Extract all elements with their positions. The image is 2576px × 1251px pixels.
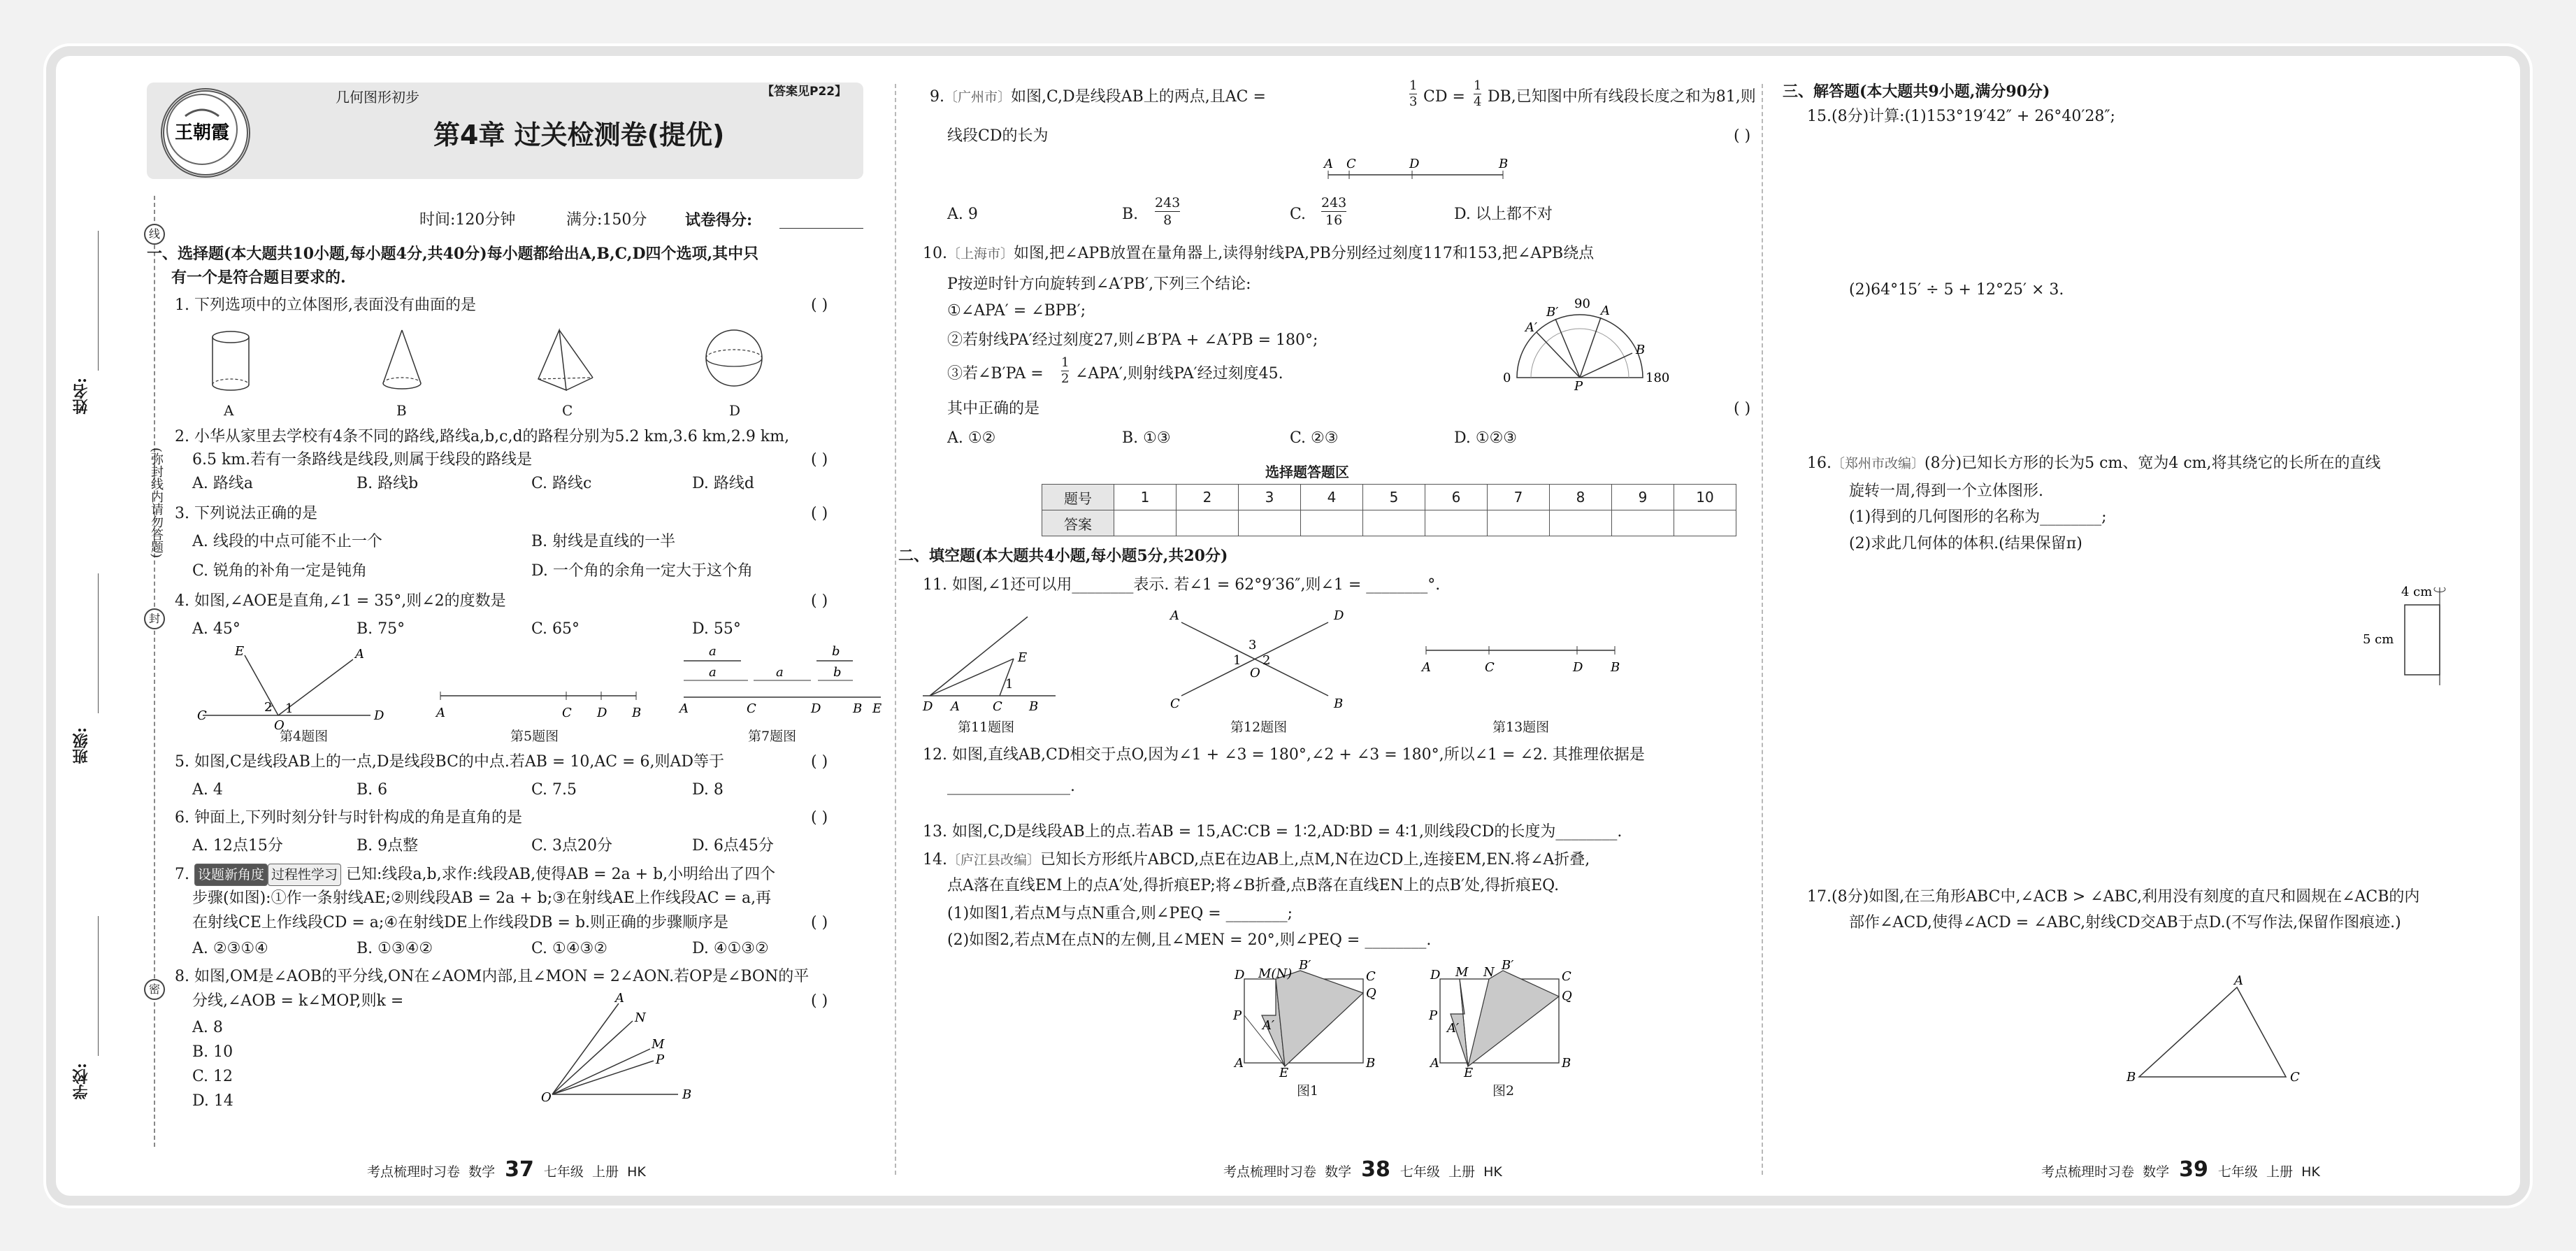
q10-stem: 如图,把∠APB放置在量角器上,读得射线PA,PB分别经过刻度117和153,把∠APB绕点 <box>1014 245 1595 262</box>
publisher-logo <box>161 88 250 178</box>
q3-option-b: B. 射线是直线的一半 <box>531 533 676 550</box>
svg-text:b: b <box>832 644 840 659</box>
q8-stem: 8. 如图,OM是∠AOB的平分线,ON在∠AOM内部,且∠MON = 2∠AON.若OP是∠BON的平 <box>175 968 810 985</box>
frac-num: 1 <box>1409 78 1418 93</box>
svg-text:a: a <box>709 665 717 680</box>
q16-source: 〔郑州市改编〕 <box>1832 456 1925 471</box>
q1-label-a: A <box>224 402 234 419</box>
part2-heading: 二、填空题(本大题共4小题,每小题5分,共20分) <box>898 547 1228 565</box>
q4-option-b: B. 75° <box>357 620 405 638</box>
svg-text:B: B <box>2127 1070 2136 1085</box>
answer-grid-title: 选择题答题区 <box>1265 464 1349 480</box>
grid-answer-cell[interactable] <box>1301 510 1363 536</box>
q5-option-b: B. 6 <box>357 781 388 799</box>
q16-part1: (1)得到的几何图形的名称为________; <box>1849 508 2107 526</box>
page-number: 37 <box>505 1157 534 1182</box>
q3-stem: 3. 下列说法正确的是 <box>175 505 317 522</box>
svg-text:D: D <box>1430 968 1441 982</box>
q16-stem: (8分)已知长方形的长为5 cm、宽为4 cm,将其绕它的长所在的直线 <box>1924 455 2381 472</box>
q7-tag-process: 过程性学习 <box>268 864 341 886</box>
footer-series: 考点梳理时习卷 <box>2041 1164 2135 1180</box>
grid-header: 答案 <box>1042 510 1114 536</box>
svg-text:O: O <box>274 718 285 733</box>
svg-text:D: D <box>374 708 384 723</box>
q2-paren: ( ) <box>811 451 828 469</box>
q9-stem-cont: 线段CD的长为 <box>947 127 1049 145</box>
class-label: 班级: <box>72 727 90 764</box>
q9-option-c-frac <box>1321 194 1346 229</box>
page-number: 39 <box>2179 1157 2208 1182</box>
q1-label-d: D <box>729 402 741 419</box>
grid-answer-cell[interactable] <box>1674 510 1736 536</box>
svg-text:B: B <box>1029 699 1039 714</box>
answer-ref: 【答案见P22】 <box>762 85 847 99</box>
paper-sheet <box>56 56 2520 1196</box>
footer-subject: 数学 <box>2143 1164 2170 1180</box>
frac-den: 4 <box>1474 94 1482 109</box>
q7-option-a: A. ②③①④ <box>192 940 268 957</box>
svg-text:1: 1 <box>1233 653 1242 668</box>
q4-paren: ( ) <box>811 592 828 610</box>
q9-option-b: B. <box>1122 206 1139 223</box>
svg-text:b: b <box>833 665 842 680</box>
q10-source: 〔上海市〕 <box>947 246 1014 262</box>
svg-text:A: A <box>1430 1056 1439 1071</box>
q10-claim2: ②若射线PA′经过刻度27,则∠B′PA + ∠A′PB = 180°; <box>947 331 1318 349</box>
svg-text:E: E <box>1018 650 1028 665</box>
page-38 <box>895 56 1762 1196</box>
q14-part2: (2)如图2,若点M在点N的左侧,且∠MEN = 20°,则∠PEQ = ________. <box>947 931 1432 949</box>
svg-text:E: E <box>872 701 882 716</box>
q6-paren: ( ) <box>811 809 828 827</box>
grid-qnum: 1 <box>1114 485 1177 510</box>
q3-paren: ( ) <box>811 505 828 522</box>
footer-middle <box>1223 1157 1502 1182</box>
q5-paren: ( ) <box>811 753 828 771</box>
svg-text:1: 1 <box>285 701 294 716</box>
q9-stem-b: CD = <box>1423 88 1465 106</box>
q13-figure <box>1419 629 1629 685</box>
q14-line1: 14.〔庐江县改编〕已知长方形纸片ABCD,点E在边AB上,点M,N在边CD上,连接EM,EN.将∠A折叠, <box>923 851 1590 868</box>
svg-text:0: 0 <box>1503 371 1511 385</box>
q10-claim3a: ③若∠B′PA = <box>947 365 1044 383</box>
q1-paren: ( ) <box>811 296 828 314</box>
svg-text:王朝霞: 王朝霞 <box>174 122 230 143</box>
q7-option-b: B. ①③④② <box>357 940 433 957</box>
footer-right <box>2041 1157 2320 1182</box>
q14-fig1-caption: 图1 <box>1297 1083 1319 1099</box>
svg-text:A: A <box>2234 973 2243 988</box>
svg-text:A: A <box>436 706 445 720</box>
q10-option-c: C. ②③ <box>1290 429 1339 447</box>
q8-option-c: C. 12 <box>192 1068 233 1085</box>
cone-figure <box>383 330 421 389</box>
q9-paren: ( ) <box>1734 127 1751 145</box>
q17-triangle-figure <box>2125 973 2335 1091</box>
svg-text:Q: Q <box>1366 986 1376 1001</box>
q10-stem-cont: P按逆时针方向旋转到∠A′PB′,下列三个结论: <box>947 276 1251 293</box>
svg-text:180: 180 <box>1646 371 1670 385</box>
svg-text:M: M <box>652 1037 665 1052</box>
grid-qnum: 2 <box>1177 485 1239 510</box>
grid-qnum: 4 <box>1301 485 1363 510</box>
footer-grade: 七年级 <box>2217 1164 2258 1180</box>
svg-text:B: B <box>1636 343 1646 357</box>
q1-label-c: C <box>562 402 573 419</box>
q12-caption: 第12题图 <box>1230 720 1288 735</box>
svg-text:C: C <box>747 701 756 716</box>
q16-line1: 16.〔郑州市改编〕(8分)已知长方形的长为5 cm、宽为4 cm,将其绕它的长所在的直线 <box>1807 455 2381 472</box>
grid-qnum: 8 <box>1550 485 1612 510</box>
svg-text:a: a <box>776 665 784 680</box>
q7-figure <box>678 640 888 717</box>
grid-answer-cell[interactable] <box>1239 510 1301 536</box>
footer-volume: 上册 <box>1448 1164 1475 1180</box>
q14-figure-2 <box>1426 958 1580 1080</box>
q16-part2: (2)求此几何体的体积.(结果保留π) <box>1849 535 2082 552</box>
frac-num: 243 <box>1321 195 1347 210</box>
q4-option-d: D. 55° <box>692 620 741 638</box>
q13-caption: 第13题图 <box>1492 720 1550 735</box>
q14-part1: (1)如图1,若点M与点N重合,则∠PEQ = ________; <box>947 905 1293 922</box>
grid-header: 题号 <box>1042 485 1114 510</box>
q7-stem-cont: 步骤(如图):①作一条射线AE;②则线段AB = 2a + b;③在射线AE上作线段AC = a,再 <box>192 889 772 907</box>
seal-note: (弥封线内请勿答题) <box>149 448 164 559</box>
svg-text:P: P <box>1233 1008 1242 1023</box>
svg-text:B: B <box>1499 157 1509 171</box>
q14-figure-1 <box>1230 958 1384 1080</box>
q10-claim3b: ∠APA′,则射线PA′经过刻度45. <box>1075 365 1283 383</box>
q5-stem: 5. 如图,C是线段AB上的一点,D是线段BC的中点.若AB = 10,AC = 6,则AD等于 <box>175 753 725 771</box>
svg-text:C: C <box>1170 696 1180 711</box>
q6-option-b: B. 9点整 <box>357 837 419 855</box>
frac-num: 243 <box>1155 195 1181 210</box>
q7-option-c: C. ①④③② <box>531 940 607 957</box>
q10-protractor-figure <box>1489 294 1671 392</box>
q9-frac2 <box>1474 78 1481 110</box>
q16-rectangle-figure <box>2363 573 2489 692</box>
q10-claim1: ①∠APA′ = ∠BPB′; <box>947 302 1086 320</box>
svg-text:P: P <box>1429 1008 1438 1023</box>
q1-stem: 1. 下列选项中的立体图形,表面没有曲面的是 <box>175 296 476 314</box>
q4-option-c: C. 65° <box>531 620 580 638</box>
svg-text:A: A <box>679 701 689 716</box>
q10-option-b: B. ①③ <box>1122 429 1171 447</box>
q4-figure <box>189 644 398 733</box>
grid-answer-cell[interactable] <box>1550 510 1612 536</box>
q8-option-d: D. 14 <box>192 1092 233 1110</box>
svg-text:B: B <box>1334 696 1344 711</box>
chapter-header <box>147 83 867 180</box>
footer-series: 考点梳理时习卷 <box>1223 1164 1317 1180</box>
q9-stem: 如图,C,D是线段AB上的两点,且AC = <box>1011 88 1266 106</box>
seal-mark: 密 <box>144 979 165 1000</box>
q2-option-b: B. 路线b <box>357 475 419 492</box>
svg-text:B: B <box>682 1087 692 1102</box>
part1-heading-cont: 有一个是符合题目要求的. <box>171 269 346 287</box>
svg-text:C: C <box>1346 157 1356 171</box>
q6-option-c: C. 3点20分 <box>531 837 613 855</box>
q5-figure <box>426 647 657 724</box>
svg-text:A′: A′ <box>1525 320 1538 335</box>
grid-qnum: 3 <box>1239 485 1301 510</box>
frac-den: 2 <box>1061 371 1070 386</box>
svg-text:E: E <box>1464 1066 1474 1080</box>
svg-text:C: C <box>1485 660 1495 675</box>
q5-caption: 第5题图 <box>510 729 559 744</box>
svg-text:2: 2 <box>1262 653 1271 668</box>
q7-number: 7. <box>175 866 189 883</box>
q3-option-d: D. 一个角的余角一定大于这个角 <box>531 562 753 580</box>
pyramid-figure <box>538 330 593 390</box>
svg-text:D: D <box>597 706 607 720</box>
svg-text:C: C <box>2290 1070 2300 1085</box>
svg-text:B: B <box>853 701 863 716</box>
svg-text:B: B <box>1366 1056 1376 1071</box>
q2-stem: 2. 小华从家里去学校有4条不同的路线,路线a,b,c,d的路程分别为5.2 km,3.6 km,2.9 km, <box>175 428 790 445</box>
footer-volume: 上册 <box>2266 1164 2293 1180</box>
q14-stem-cont: 点A落在直线EM上的点A′处,得折痕EP;将∠B折叠,点B落在直线EN上的点B′处,得折痕EQ. <box>947 877 1560 894</box>
svg-text:B′: B′ <box>1546 305 1559 320</box>
footer-series: 考点梳理时习卷 <box>367 1164 461 1180</box>
exam-score-label: 试卷得分: <box>685 211 753 229</box>
frac-num: 1 <box>1474 78 1482 93</box>
page-number: 38 <box>1361 1157 1390 1182</box>
q7-stem: 已知:线段a,b,求作:线段AB,使得AB = 2a + b,小明给出了四个 <box>346 866 776 883</box>
svg-text:N: N <box>1483 965 1495 980</box>
svg-text:A: A <box>615 991 624 1006</box>
answer-grid <box>1042 484 1736 536</box>
svg-text:3: 3 <box>1249 638 1257 652</box>
cylinder-figure <box>213 331 249 390</box>
page-39 <box>1762 56 2520 1196</box>
page-37 <box>56 56 891 1196</box>
q8-option-a: A. 8 <box>192 1019 223 1036</box>
q2-stem-cont: 6.5 km.若有一条路线是线段,则属于线段的路线是 <box>192 451 533 469</box>
q9-option-a: A. 9 <box>947 206 978 223</box>
q9-option-c: C. <box>1290 206 1307 223</box>
grid-qnum: 10 <box>1674 485 1736 510</box>
q17-stem-cont: 部作∠ACD,使得∠ACD = ∠ABC,射线CD交AB于点D.(不写作法,保留作图痕迹.) <box>1849 914 2401 931</box>
svg-text:P: P <box>656 1052 665 1067</box>
q5-option-c: C. 7.5 <box>531 781 577 799</box>
grid-qnum: 9 <box>1612 485 1674 510</box>
frac-den: 16 <box>1325 213 1343 228</box>
svg-text:B′: B′ <box>1502 958 1514 973</box>
frac-den: 8 <box>1163 213 1172 228</box>
q8-figure <box>538 991 706 1105</box>
svg-text:B′: B′ <box>1299 958 1311 973</box>
q11-figure <box>916 608 1084 713</box>
svg-text:B: B <box>1562 1056 1571 1071</box>
q12-stem: 12. 如图,直线AB,CD相交于点O,因为∠1 + ∠3 = 180°,∠2 + ∠3 = 180°,所以∠1 = ∠2. 其推理依据是 <box>923 746 1645 764</box>
svg-text:M(N): M(N) <box>1258 966 1293 981</box>
svg-text:90: 90 <box>1574 296 1590 311</box>
svg-text:C: C <box>993 699 1002 714</box>
svg-text:A: A <box>951 699 960 714</box>
q3-option-a: A. 线段的中点可能不止一个 <box>192 533 382 550</box>
q16-width-label: 4 cm <box>2401 585 2433 599</box>
footer-edition: HK <box>1483 1164 1502 1180</box>
svg-text:C: C <box>562 706 572 720</box>
svg-text:1: 1 <box>1005 677 1014 692</box>
svg-text:D: D <box>923 699 933 714</box>
binding-strip <box>56 56 189 1196</box>
q7-paren: ( ) <box>811 914 828 931</box>
q7-stem-cont2: 在射线CE上作线段CD = a;④在射线DE上作线段DB = b.则正确的步骤顺序是 <box>192 914 729 931</box>
q5-option-d: D. 8 <box>692 781 724 799</box>
answer-grid-answer-row <box>1042 510 1736 536</box>
page-title: 第4章 过关检测卷(提优) <box>433 120 725 150</box>
q9-option-b-frac <box>1155 194 1180 229</box>
grid-qnum: 5 <box>1363 485 1425 510</box>
svg-text:D: D <box>1334 608 1344 623</box>
q10-stem-cont2: 其中正确的是 <box>947 400 1040 417</box>
svg-text:A: A <box>1601 303 1610 318</box>
q14-fig2-caption: 图2 <box>1492 1083 1515 1099</box>
q11-caption: 第11题图 <box>958 720 1015 735</box>
footer-subject: 数学 <box>468 1164 496 1180</box>
q1-label-b: B <box>396 402 407 419</box>
grid-answer-cell[interactable] <box>1488 510 1550 536</box>
grid-answer-cell[interactable] <box>1363 510 1425 536</box>
svg-text:B: B <box>632 706 642 720</box>
seal-mark: 封 <box>144 608 165 629</box>
svg-text:A: A <box>355 647 364 662</box>
svg-text:E: E <box>1279 1066 1289 1080</box>
svg-text:D: D <box>1573 660 1583 675</box>
svg-text:B: B <box>1611 660 1620 675</box>
q5-option-a: A. 4 <box>192 781 223 799</box>
sphere-figure <box>706 330 762 386</box>
footer-edition: HK <box>627 1164 646 1180</box>
svg-text:A′: A′ <box>1447 1021 1460 1036</box>
school-label: 学校: <box>72 1063 90 1100</box>
q4-stem: 4. 如图,∠AOE是直角,∠1 = 35°,则∠2的度数是 <box>175 592 506 610</box>
q9-figure <box>1321 154 1531 189</box>
part3-heading: 三、解答题(本大题共9小题,满分90分) <box>1783 83 2050 101</box>
q9-source: 〔广州市〕 <box>944 90 1012 105</box>
q16-height-label: 5 cm <box>2363 632 2394 647</box>
svg-text:A: A <box>1422 660 1431 675</box>
svg-text:C: C <box>1562 969 1571 984</box>
q11-stem: 11. 如图,∠1还可以用________表示. 若∠1 = 62°9′36″,则∠1 = ________°. <box>923 576 1441 594</box>
name-label: 姓名: <box>72 378 90 415</box>
svg-text:A: A <box>1170 608 1179 623</box>
footer-volume: 上册 <box>591 1164 619 1180</box>
q9-frac1 <box>1409 78 1417 110</box>
q2-option-d: D. 路线d <box>692 475 754 492</box>
q14-source: 〔庐江县改编〕 <box>947 852 1041 868</box>
svg-text:M: M <box>1455 965 1469 980</box>
exam-time: 时间:120分钟 <box>419 211 516 229</box>
part1-heading: 一、选择题(本大题共10小题,每小题4分,共40分)每小题都给出A,B,C,D四个选项,其中只 <box>147 245 759 263</box>
svg-text:A′: A′ <box>1262 1018 1275 1033</box>
q10-option-a: A. ①② <box>947 429 996 447</box>
q8-paren: ( ) <box>811 992 828 1010</box>
svg-text:D: D <box>1235 968 1245 982</box>
q7-caption: 第7题图 <box>748 729 797 744</box>
exam-full-score: 满分:150分 <box>566 211 647 229</box>
q14-stem: 已知长方形纸片ABCD,点E在边AB上,点M,N在边CD上,连接EM,EN.将∠A折叠, <box>1040 851 1590 868</box>
grid-answer-cell[interactable] <box>1114 510 1177 536</box>
q10-claim3-frac <box>1061 355 1069 387</box>
svg-text:P: P <box>1574 379 1583 394</box>
svg-text:D: D <box>811 701 821 716</box>
footer-edition: HK <box>2301 1164 2320 1180</box>
q8-option-b: B. 10 <box>192 1043 233 1061</box>
q6-option-a: A. 12点15分 <box>192 837 283 855</box>
answer-grid-number-row <box>1042 485 1736 510</box>
svg-text:E: E <box>235 644 245 659</box>
svg-text:2: 2 <box>264 700 273 715</box>
q10-line1: 10.〔上海市〕如图,把∠APB放置在量角器上,读得射线PA,PB分别经过刻度117和153,把∠APB绕点 <box>923 245 1595 262</box>
q7-line1 <box>175 864 775 886</box>
q8-stem-cont: 分线,∠AOB = k∠MOP,则k = <box>192 992 404 1010</box>
q15-part1: 15.(8分)计算:(1)153°19′42″ + 26°40′28″; <box>1807 108 2115 125</box>
grid-qnum: 7 <box>1488 485 1550 510</box>
q7-tag-angle: 设题新角度 <box>194 864 268 886</box>
q3-option-c: C. 锐角的补角一定是钝角 <box>192 562 368 580</box>
grid-answer-cell[interactable] <box>1425 510 1488 536</box>
grid-qnum: 6 <box>1425 485 1488 510</box>
q16-stem-cont: 旋转一周,得到一个立体图形. <box>1849 482 2043 500</box>
svg-text:N: N <box>635 1010 646 1025</box>
svg-text:C: C <box>197 708 207 723</box>
q17-stem: 17.(8分)如图,在三角形ABC中,∠ACB > ∠ABC,利用没有刻度的直尺和圆规在∠ACB的内 <box>1807 888 2420 906</box>
svg-text:A: A <box>1235 1056 1244 1071</box>
q9-option-d: D. 以上都不对 <box>1454 206 1553 223</box>
q9-line1: 9.〔广州市〕如图,C,D是线段AB上的两点,且AC = <box>930 88 1266 106</box>
q2-option-a: A. 路线a <box>192 475 253 492</box>
seal-mark: 线 <box>144 224 165 245</box>
q7-option-d: D. ④①③② <box>692 940 769 957</box>
footer-subject: 数学 <box>1325 1164 1352 1180</box>
section-label: 几何图形初步 <box>336 89 419 106</box>
svg-text:Q: Q <box>1562 989 1572 1003</box>
seal-line <box>154 196 155 1147</box>
frac-num: 1 <box>1061 355 1070 370</box>
svg-text:D: D <box>1409 157 1420 171</box>
svg-text:C: C <box>1366 969 1376 984</box>
q4-caption: 第4题图 <box>280 729 329 744</box>
footer-grade: 七年级 <box>1399 1164 1440 1180</box>
q13-stem: 13. 如图,C,D是线段AB上的点.若AB = 15,AC∶CB = 1∶2,AD∶BD = 4∶1,则线段CD的长度为________. <box>923 823 1622 841</box>
q12-blank: ________________. <box>947 778 1075 795</box>
q15-part2: (2)64°15′ ÷ 5 + 12°25′ × 3. <box>1849 281 2064 299</box>
grid-answer-cell[interactable] <box>1177 510 1239 536</box>
svg-text:A: A <box>1324 157 1333 171</box>
svg-text:O: O <box>541 1090 552 1105</box>
frac-den: 3 <box>1409 94 1418 109</box>
q4-option-a: A. 45° <box>192 620 240 638</box>
q10-paren: ( ) <box>1734 400 1751 417</box>
footer-left <box>367 1157 646 1182</box>
svg-text:O: O <box>1250 666 1260 680</box>
q6-stem: 6. 钟面上,下列时刻分针与时针构成的角是直角的是 <box>175 809 522 827</box>
svg-text:a: a <box>709 644 717 659</box>
q10-option-d: D. ①②③ <box>1454 429 1518 447</box>
q6-option-d: D. 6点45分 <box>692 837 774 855</box>
footer-grade: 七年级 <box>543 1164 584 1180</box>
q2-option-c: C. 路线c <box>531 475 592 492</box>
q9-stem-c: DB,已知图中所有线段长度之和为81,则 <box>1488 88 1756 106</box>
q12-figure <box>1167 608 1349 713</box>
grid-answer-cell[interactable] <box>1612 510 1674 536</box>
